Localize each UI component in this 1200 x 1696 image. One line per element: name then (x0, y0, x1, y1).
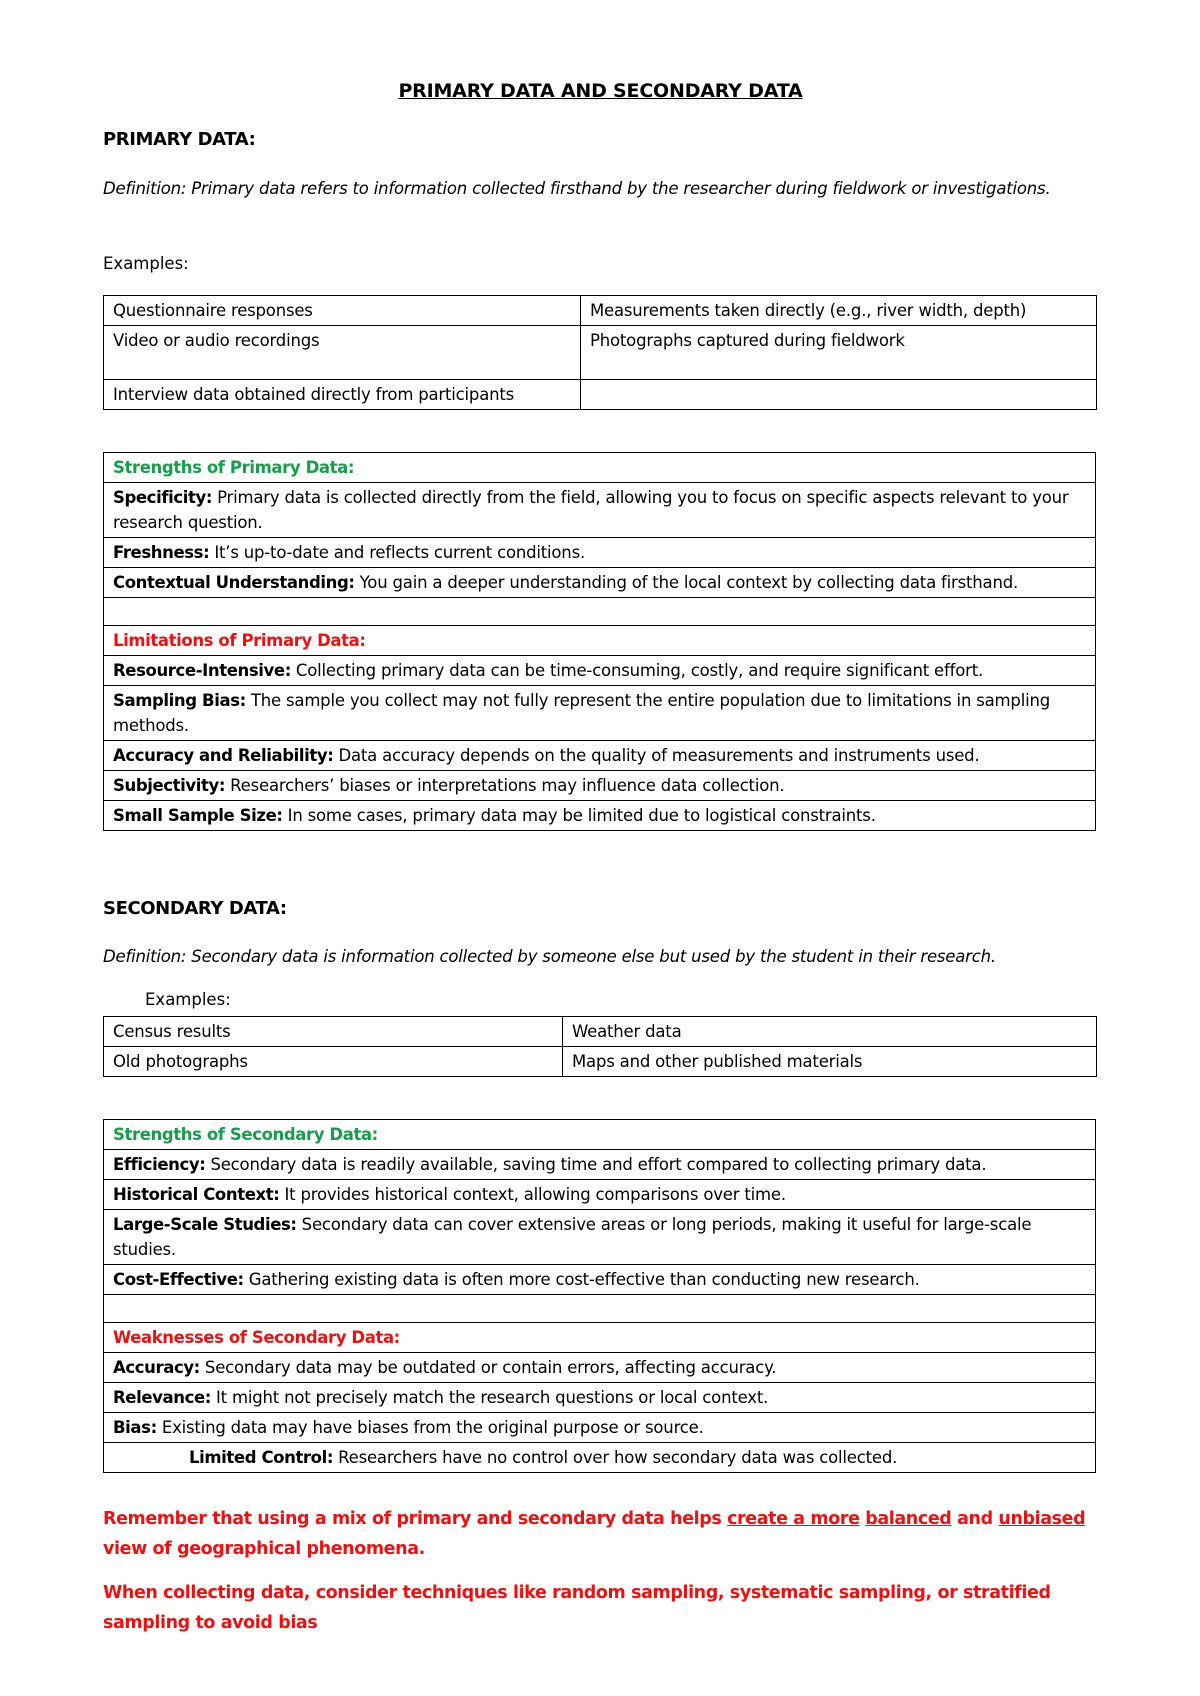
note-underlined: unbiased (998, 1509, 1086, 1529)
table-row (104, 453, 1096, 483)
table-cell (104, 568, 1096, 598)
table-cell (581, 380, 1097, 410)
term: Resource-Intensive: (113, 661, 291, 680)
term: Accuracy: (113, 1358, 200, 1377)
table-row (104, 483, 1096, 538)
table-row (104, 801, 1096, 831)
description: Secondary data may be outdated or contain errors, affecting accuracy. (199, 1358, 777, 1377)
secondary-examples-table (103, 1016, 1097, 1077)
term: Large-Scale Studies: (113, 1215, 297, 1234)
primary-heading: PRIMARY DATA: (103, 129, 256, 150)
sampling-note: When collecting data, consider techniques like random sampling, systematic sampling, or stratified sampling to avoid bias (103, 1583, 1051, 1633)
table-cell: Questionnaire responses (104, 296, 581, 326)
weaknesses-title: Weaknesses of Secondary Data: (104, 1323, 1096, 1353)
limitations-title: Limitations of Primary Data: (104, 626, 1096, 656)
description: Researchers have no control over how secondary data was collected. (333, 1448, 898, 1467)
note-text: and (951, 1509, 999, 1529)
note-text: view of geographical phenomena. (103, 1539, 425, 1559)
remember-note (103, 1504, 1098, 1564)
table-row (104, 1413, 1096, 1443)
secondary-examples-label: Examples: (145, 990, 231, 1009)
description: It’s up-to-date and reflects current conditions. (209, 543, 586, 562)
table-row (104, 380, 1097, 410)
term: Bias: (113, 1418, 157, 1437)
description: Secondary data is readily available, saving time and effort compared to collecting primary data. (205, 1155, 987, 1174)
table-row (104, 1047, 1097, 1077)
table-cell: Interview data obtained directly from participants (104, 380, 581, 410)
secondary-heading: SECONDARY DATA: (103, 898, 287, 919)
table-row (104, 1295, 1096, 1323)
table-cell (104, 656, 1096, 686)
note-text: Remember that using a mix of primary and secondary data helps (103, 1509, 728, 1529)
table-cell (104, 1210, 1096, 1265)
description: Collecting primary data can be time-consuming, costly, and require significant effort. (290, 661, 984, 680)
description: It provides historical context, allowing comparisons over time. (279, 1185, 786, 1204)
term: Sampling Bias: (113, 691, 246, 710)
table-cell: Weather data (563, 1017, 1097, 1047)
table-row (104, 1353, 1096, 1383)
table-cell (104, 1413, 1096, 1443)
table-row (104, 296, 1097, 326)
primary-examples-table (103, 295, 1097, 410)
table-cell: Video or audio recordings (104, 326, 581, 380)
secondary-definition: Definition: Secondary data is information collected by someone else but used by the student in their research. (103, 947, 996, 966)
table-row (104, 656, 1096, 686)
table-cell (104, 483, 1096, 538)
secondary-strengths-weaknesses-table (103, 1119, 1096, 1473)
primary-examples-label: Examples: (103, 254, 189, 273)
description: Researchers’ biases or interpretations may influence data collection. (225, 776, 785, 795)
term: Accuracy and Reliability: (113, 746, 334, 765)
table-cell: Maps and other published materials (563, 1047, 1097, 1077)
description: In some cases, primary data may be limited due to logistical constraints. (282, 806, 876, 825)
term: Efficiency: (113, 1155, 206, 1174)
table-cell (104, 686, 1096, 741)
table-row (104, 1120, 1096, 1150)
description: Primary data is collected directly from the field, allowing you to focus on specific aspects relevant to your research question. (113, 488, 1069, 532)
table-cell: Old photographs (104, 1047, 563, 1077)
description: Existing data may have biases from the original purpose or source. (156, 1418, 704, 1437)
table-row (104, 1150, 1096, 1180)
description: Data accuracy depends on the quality of measurements and instruments used. (333, 746, 980, 765)
term: Cost-Effective: (113, 1270, 244, 1289)
table-cell: Photographs captured during fieldwork (581, 326, 1097, 380)
table-row (104, 568, 1096, 598)
table-cell (104, 538, 1096, 568)
table-cell (104, 1353, 1096, 1383)
table-row (104, 538, 1096, 568)
table-row (104, 686, 1096, 741)
table-cell (104, 801, 1096, 831)
note-underlined: balanced (865, 1509, 952, 1529)
term: Freshness: (113, 543, 210, 562)
table-cell: Census results (104, 1017, 563, 1047)
table-row (104, 771, 1096, 801)
term: Subjectivity: (113, 776, 226, 795)
strengths-title: Strengths of Primary Data: (104, 453, 1096, 483)
term: Specificity: (113, 488, 213, 507)
primary-strengths-limitations-table (103, 452, 1096, 831)
table-row (104, 1323, 1096, 1353)
table-row (104, 1383, 1096, 1413)
table-cell (104, 1383, 1096, 1413)
primary-definition: Definition: Primary data refers to information collected firsthand by the researcher during fieldwork or investigations. (103, 179, 1051, 198)
description: It might not precisely match the research questions or local context. (210, 1388, 769, 1407)
description: The sample you collect may not fully represent the entire population due to limitations in sampling methods. (113, 691, 1050, 735)
table-cell (104, 1180, 1096, 1210)
term: Limited Control: (189, 1448, 334, 1467)
table-row (104, 626, 1096, 656)
term: Historical Context: (113, 1185, 280, 1204)
table-row (104, 741, 1096, 771)
term: Small Sample Size: (113, 806, 283, 825)
term: Relevance: (113, 1388, 211, 1407)
empty-cell (104, 1295, 1096, 1323)
table-row (104, 326, 1097, 380)
table-cell (104, 1443, 1096, 1473)
table-cell: Measurements taken directly (e.g., river width, depth) (581, 296, 1097, 326)
term: Contextual Understanding: (113, 573, 355, 592)
table-cell (104, 1150, 1096, 1180)
page-title: PRIMARY DATA AND SECONDARY DATA (398, 80, 803, 102)
table-cell (104, 741, 1096, 771)
empty-cell (104, 598, 1096, 626)
table-row (104, 1180, 1096, 1210)
table-row (104, 598, 1096, 626)
table-row (104, 1443, 1096, 1473)
note-underlined: create a more (727, 1509, 860, 1529)
table-row (104, 1210, 1096, 1265)
table-cell (104, 1265, 1096, 1295)
description: You gain a deeper understanding of the local context by collecting data firsthand. (354, 573, 1019, 592)
table-row (104, 1017, 1097, 1047)
strengths-title: Strengths of Secondary Data: (104, 1120, 1096, 1150)
description: Gathering existing data is often more cost-effective than conducting new research. (243, 1270, 920, 1289)
table-cell (104, 771, 1096, 801)
table-row (104, 1265, 1096, 1295)
description: Secondary data can cover extensive areas or long periods, making it useful for large-scale studies. (113, 1215, 1032, 1259)
